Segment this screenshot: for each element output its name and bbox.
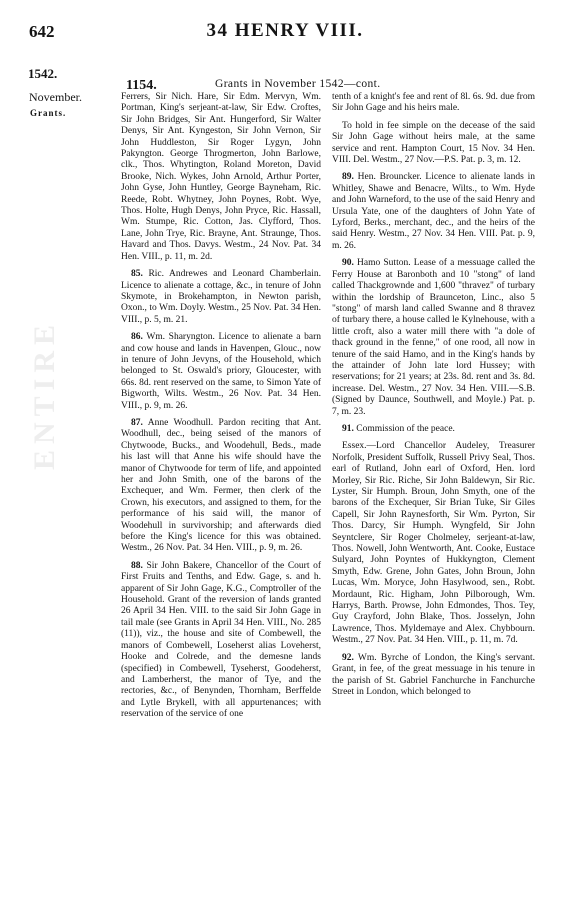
entry-paragraph: [121, 418, 321, 555]
entry-number: 90.: [342, 258, 354, 269]
page-number: 642: [29, 22, 55, 41]
month-label: November.: [29, 90, 82, 104]
entry-paragraph: [332, 92, 535, 115]
entry-paragraph: [332, 441, 535, 646]
year-label: 1542.: [28, 66, 58, 81]
entry-number: 92.: [342, 652, 354, 663]
entry-text: Sir John Bakere, Chancellor of the Court of First Fruits and Tenths, and Edw. Gage, s. and h. apparent of Sir John Gage, K.G., Comptroller of the Household. Grant of the reversion of lands granted 26 April 34 Hen. VIII. to the said Sir John Gage in tail male (see Grants in April 34 Hen. VIII., No. 285 (11)), viz., the house and site of Combewell, the manors of Combewell, Loseherst alias Loveherst, Hooke and Colrede, and the demesne lands (specified) in Combewell, Tyseherst, Goodeherst, and Lamberherst, the manor of Tye, and the rectories, &c., of Benynden, Thornham, Berffelde and Lytle Brykell, with all appurtenances; with reservation of the service of one: [121, 560, 322, 720]
entry-text: Hen. Brouncker. Licence to alienate lands in Whitley, Shawe and Benacre, Wilts., to Wm. Hyde and John Warneford, to the use of the said Henry and Ursula Yate, one of the daughters of John Yate of Lyford, Berks., merchant, dec., and the heirs of the said Henry. Westm., 27 Nov. 34 Hen. VIII. Pat. p. 9, m. 26.: [332, 172, 536, 251]
entry-paragraph: [332, 653, 535, 699]
entry-text: Ric. Andrewes and Leonard Chamberlain. Licence to alienate a cottage, &c., in tenure of John Skymote, in Brokehampton, in Newton parish, Oxon., to Wm. Doyly. Westm., 25 Nov. Pat. 34 Hen. VIII., p. 5, m. 21.: [121, 269, 322, 325]
entry-text: Essex.—Lord Chancellor Audeley, Treasurer Norfolk, President Suffolk, Russell Privy Seal, Thos. earl of Rutland, John earl of Oxford, Hen. lord Morley, Sir Ric. Riche, Sir John Baldewyn, Sir Ric. Lyster, Sir Humph. Broun, John Smyth, one of the barons of the Exchequer, Sir Brian Tuke, Sir Giles Capell, Sir John Raynesforth, Sir Wm. Pyrton, Sir Thos. Darcy, Sir Humph. Wyngfeld, Sir John Seyntclere, Sir Roger Cholmeley, serjeant-at-law, Thos. Nowell, John Wentworth, Ant. Cooke, Eustace Sulyard, John Poyntes of Hukkyngton, Clement Smyth, Edw. Grene, John Gates, John Broun, John Lucas, Wm. Moryce, John Hasylwood, sen., Robt. Mordaunt, Ric. Higham, John Pilborough, Wm. Harrys, Barth. Prowse, John Edmondes, Thos. Tey, Guy Crayford, John Blake, Thos. Josselyn, John Lawrence, Thos. Myldemaye and Alex. Chybbourn. Westm., 27 Nov. Pat. 34 Hen. VIII., p. 11, m. 7d.: [332, 441, 535, 646]
entry-paragraph: [332, 172, 535, 252]
watermark: ENTIRE: [28, 318, 61, 470]
entry-text: Anne Woodhull. Pardon reciting that Ant. Woodhull, dec., being seised of the manors of Chytwoode, Bucks., and Woodehull, Beds., made his last will that Anne his wife should have the manor of Chytwoode for term of life, and appointed her and John Smith, one of the barons of the Exchequer, and Wm. Fermer, then clerk of the Crown, his executors, and assigned to them, for the performance of his said will, the manor of Woodehull in survivorship; and afterwards died before the King's licence for this was obtained. Westm., 26 Nov. Pat. 34 Hen. VIII., p. 9, m. 26.: [121, 417, 321, 554]
entry-number: 91.: [342, 423, 354, 434]
entry-number: 1154.: [126, 78, 157, 93]
side-label: Grants.: [30, 108, 67, 118]
entry-text: Hamo Sutton. Lease of a messuage called the Ferry House at Baronboth and 10 "stong" of land called Thackgrownde and 1,600 "thravez" of turbary within the lordship of Braunceton, Linc., also 5 "stong" of marsh land called Swanne and 8 thravez of turbary there, a house called le Kylnehouse, with a little croft, also a water mill there with "a dole of thack ground in the fenne," of one rood, all now in tenure of the said Hamo, and in the King's hands by the attainder of John late lord Hussey; with reservations; for 21 years; at 23s. 8d. rent and 3s. 8d. increase. Del. Westm., 27 Nov. 34 Hen. VIII.—S.B. (Signed by Daunce, Southwell, and Moyle.) Pat. p. 7, m. 23.: [332, 258, 535, 417]
entry-number: 88.: [131, 560, 143, 571]
running-title: 34 HENRY VIII.: [206, 20, 364, 41]
section-title: Grants in November 1542—cont.: [215, 78, 381, 90]
entry-paragraph: [332, 121, 535, 167]
right-column: [332, 92, 535, 704]
entry-text: Commission of the peace.: [356, 423, 455, 434]
entry-paragraph: [121, 92, 321, 263]
entry-text: Ferrers, Sir Nich. Hare, Sir Edm. Mervyn, Wm. Portman, King's serjeant-at-law, Sir Edw. Croftes, Sir John Bridges, Sir Ant. Hungerford, Sir Walter Denys, Sir Ant. Kyngeston, Sir John Vernon, Sir John Huddleston, Sir Roger Lygyn, John Pakyngton. George Throgmerton, John Barlowe, clk., Thos. Whytington, Roland Moreton, David Brooke, Nich. Wykes, John Arnold, Arthur Porter, John Gyse, John Huntley, George Bayneham, Ric. Reede, Robt. Whytney, John Poynes, Robt. Wye, Thos. Holte, Hugh Denys, John Pryce, Ric. Hassall, Wm. Stumpe, Ric. Cotton, Jas. Clyfford, Thos. Lane, John Trye, Ric. Brayne, Ant. Straunge, Thos. Havard and Thos. Davys. Westm., 24 Nov. Pat. 34 Hen. VIII., p. 11, m. 2d.: [121, 92, 321, 262]
entry-paragraph: [332, 424, 535, 435]
entry-paragraph: [121, 269, 321, 326]
entry-paragraph: [121, 561, 321, 721]
entry-number: 89.: [342, 172, 354, 183]
entry-number: 87.: [131, 417, 143, 428]
entry-paragraph: [121, 332, 321, 412]
entry-text: To hold in fee simple on the decease of the said Sir John Gage without heirs male, at the same service and rent. Hampton Court, 15 Nov. 34 Hen. VIII. Del. Westm., 27 Nov.—P.S. Pat. p. 3, m. 12.: [332, 120, 535, 166]
entry-text: Wm. Byrche of London, the King's servant. Grant, in fee, of the great messuage in his tenure in the parish of St. Gabriel Fanchurche in Fanchurche Street in London, which belonged to: [332, 652, 535, 697]
entry-text: Wm. Sharyngton. Licence to alienate a barn and cow house and lands in Havenpen, Glouc., now in tenure of John Jevyns, of the Household, which belonged to St. Oswald's priory, Gloucester, with 66s. 8d. rent reserved on the same, to Simon Yate of Bigworth, Wilts. Westm., 26 Nov. Pat. 34 Hen. VIII., p. 9, m. 26.: [121, 332, 321, 411]
entry-paragraph: [332, 258, 535, 418]
entry-text: tenth of a knight's fee and rent of 8l. 6s. 9d. due from Sir John Gage and his heirs male.: [332, 92, 535, 114]
entry-number: 85.: [131, 269, 143, 280]
entry-number: 86.: [131, 332, 143, 343]
left-column: [121, 92, 321, 727]
